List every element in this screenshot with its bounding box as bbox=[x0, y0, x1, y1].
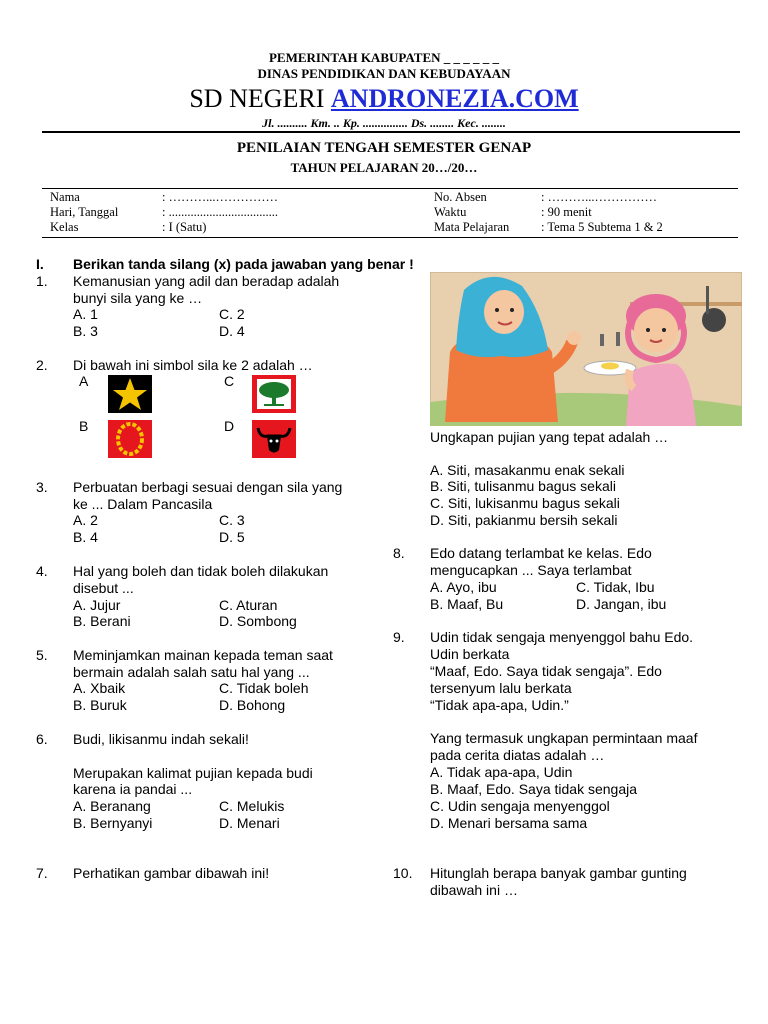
info-label-name: Nama bbox=[50, 190, 80, 204]
header-government: PEMERINTAH KABUPATEN _ _ _ _ _ _ bbox=[268, 50, 500, 65]
info-label-subject: Mata Pelajaran bbox=[434, 220, 510, 234]
q9-line7: pada cerita diatas adalah … bbox=[430, 747, 605, 763]
q7-option-d[interactable]: D. Siti, pakianmu bersih sekali bbox=[430, 512, 618, 528]
header-department: DINAS PENDIDIKAN DAN KEBUDAYAAN bbox=[257, 66, 511, 81]
header-rule bbox=[42, 131, 740, 133]
q9-option-b[interactable]: B. Maaf, Edo. Saya tidak sengaja bbox=[430, 781, 638, 797]
info-label-date: Hari, Tanggal bbox=[50, 205, 119, 219]
q3-option-b[interactable]: B. 4 bbox=[73, 529, 98, 545]
q10-line1: Hitunglah berapa banyak gambar gunting bbox=[430, 865, 687, 881]
illustration-mother-and-daughter bbox=[430, 272, 742, 426]
q3-option-c[interactable]: C. 3 bbox=[219, 512, 245, 528]
info-label-absen: No. Absen bbox=[434, 190, 487, 204]
q1-number: 1. bbox=[36, 273, 48, 289]
q6-number: 6. bbox=[36, 731, 48, 747]
q3-line1: Perbuatan berbagi sesuai dengan sila yang bbox=[73, 479, 343, 495]
info-value-date: : ................................... bbox=[162, 205, 278, 219]
q6-option-a[interactable]: A. Beranang bbox=[73, 798, 151, 814]
q3-number: 3. bbox=[36, 479, 48, 495]
info-value-time: : 90 menit bbox=[541, 205, 592, 219]
q4-option-b[interactable]: B. Berani bbox=[73, 613, 131, 629]
q9-number: 9. bbox=[393, 629, 405, 645]
chain-symbol-icon[interactable] bbox=[108, 420, 152, 458]
q7-option-a[interactable]: A. Siti, masakanmu enak sekali bbox=[430, 462, 625, 478]
q8-number: 8. bbox=[393, 545, 405, 561]
q8-option-c[interactable]: C. Tidak, Ibu bbox=[576, 579, 655, 595]
q6-line2: Merupakan kalimat pujian kepada budi bbox=[73, 765, 313, 781]
q2-option-b[interactable]: B bbox=[79, 418, 89, 434]
q9-line1: Udin tidak sengaja menyenggol bahu Edo. bbox=[430, 629, 694, 645]
q4-option-a[interactable]: A. Jujur bbox=[73, 597, 121, 613]
q1-line2: bunyi sila yang ke … bbox=[73, 290, 203, 306]
school-name bbox=[0, 84, 768, 114]
q5-option-a[interactable]: A. Xbaik bbox=[73, 680, 126, 696]
q9-line4: tersenyum lalu berkata bbox=[430, 680, 572, 696]
school-address: Jl. .......... Km. .. Kp. ............... Ds. ........ Kec. ........ bbox=[262, 116, 506, 130]
school-link[interactable]: ANDRONEZIA.COM bbox=[330, 84, 579, 113]
info-value-absen: : ………...…………… bbox=[541, 190, 657, 204]
q9-option-d[interactable]: D. Menari bersama sama bbox=[430, 815, 588, 831]
q6-line1: Budi, likisanmu indah sekali! bbox=[73, 731, 249, 747]
q7-option-c[interactable]: C. Siti, lukisanmu bagus sekali bbox=[430, 495, 620, 511]
school-prefix: SD NEGERI bbox=[189, 84, 325, 113]
q4-option-d[interactable]: D. Sombong bbox=[219, 613, 297, 629]
q9-line5: “Tidak apa-apa, Udin.” bbox=[430, 697, 569, 713]
q2-text: Di bawah ini simbol sila ke 2 adalah … bbox=[73, 357, 313, 373]
info-bottom-rule bbox=[42, 237, 738, 238]
q7-number: 7. bbox=[36, 865, 48, 881]
q8-option-a[interactable]: A. Ayo, ibu bbox=[430, 579, 497, 595]
star-symbol-icon[interactable] bbox=[108, 375, 152, 413]
q1-option-a[interactable]: A. 1 bbox=[73, 306, 98, 322]
q8-line1: Edo datang terlambat ke kelas. Edo bbox=[430, 545, 652, 561]
q5-option-b[interactable]: B. Buruk bbox=[73, 697, 127, 713]
q8-line2: mengucapkan ... Saya terlambat bbox=[430, 562, 632, 578]
q6-option-d[interactable]: D. Menari bbox=[219, 815, 280, 831]
q10-number: 10. bbox=[393, 865, 413, 881]
q1-option-c[interactable]: C. 2 bbox=[219, 306, 245, 322]
info-value-name: : ………...…………… bbox=[162, 190, 278, 204]
q2-option-c[interactable]: C bbox=[224, 373, 235, 389]
q9-line2: Udin berkata bbox=[430, 646, 510, 662]
exam-title: PENILAIAN TENGAH SEMESTER GENAP bbox=[236, 140, 532, 156]
q3-option-a[interactable]: A. 2 bbox=[73, 512, 98, 528]
q9-option-c[interactable]: C. Udin sengaja menyenggol bbox=[430, 798, 610, 814]
q5-option-c[interactable]: C. Tidak boleh bbox=[219, 680, 309, 696]
q7-prompt: Ungkapan pujian yang tepat adalah … bbox=[430, 429, 669, 445]
info-value-subject: : Tema 5 Subtema 1 & 2 bbox=[541, 220, 663, 234]
q1-option-d[interactable]: D. 4 bbox=[219, 323, 245, 339]
q7-text: Perhatikan gambar dibawah ini! bbox=[73, 865, 270, 881]
q5-line2: bermain adalah salah satu hal yang ... bbox=[73, 664, 310, 680]
q4-number: 4. bbox=[36, 563, 48, 579]
q1-option-b[interactable]: B. 3 bbox=[73, 323, 98, 339]
q2-option-d[interactable]: D bbox=[224, 418, 235, 434]
q2-number: 2. bbox=[36, 357, 48, 373]
q6-line3: karena ia pandai ... bbox=[73, 781, 193, 797]
info-value-class: : I (Satu) bbox=[162, 220, 207, 234]
q2-option-a[interactable]: A bbox=[79, 373, 89, 389]
q10-line2: dibawah ini … bbox=[430, 882, 518, 898]
info-label-time: Waktu bbox=[434, 205, 467, 219]
q1-line1: Kemanusian yang adil dan beradap adalah bbox=[73, 273, 340, 289]
exam-year: TAHUN PELAJARAN 20…/20… bbox=[290, 160, 478, 175]
q5-option-d[interactable]: D. Bohong bbox=[219, 697, 286, 713]
q3-line2: ke ... Dalam Pancasila bbox=[73, 496, 213, 512]
q9-option-a[interactable]: A. Tidak apa-apa, Udin bbox=[430, 764, 573, 780]
q8-option-d[interactable]: D. Jangan, ibu bbox=[576, 596, 667, 612]
q7-option-b[interactable]: B. Siti, tulisanmu bagus sekali bbox=[430, 478, 616, 494]
info-top-rule bbox=[42, 188, 738, 189]
q9-line3: “Maaf, Edo. Saya tidak sengaja”. Edo bbox=[430, 663, 662, 679]
q8-option-b[interactable]: B. Maaf, Bu bbox=[430, 596, 504, 612]
q4-line2: disebut ... bbox=[73, 580, 134, 596]
banyan-tree-symbol-icon[interactable] bbox=[252, 375, 296, 413]
bull-head-symbol-icon[interactable] bbox=[252, 420, 296, 458]
q4-option-c[interactable]: C. Aturan bbox=[219, 597, 278, 613]
q5-line1: Meminjamkan mainan kepada teman saat bbox=[73, 647, 333, 663]
section-number: I. bbox=[36, 256, 44, 272]
q9-line6: Yang termasuk ungkapan permintaan maaf bbox=[430, 730, 698, 746]
q5-number: 5. bbox=[36, 647, 48, 663]
q3-option-d[interactable]: D. 5 bbox=[219, 529, 245, 545]
section-instruction: Berikan tanda silang (x) pada jawaban yang benar ! bbox=[73, 256, 414, 272]
q4-line1: Hal yang boleh dan tidak boleh dilakukan bbox=[73, 563, 329, 579]
info-label-class: Kelas bbox=[50, 220, 79, 234]
q6-option-b[interactable]: B. Bernyanyi bbox=[73, 815, 153, 831]
q6-option-c[interactable]: C. Melukis bbox=[219, 798, 285, 814]
